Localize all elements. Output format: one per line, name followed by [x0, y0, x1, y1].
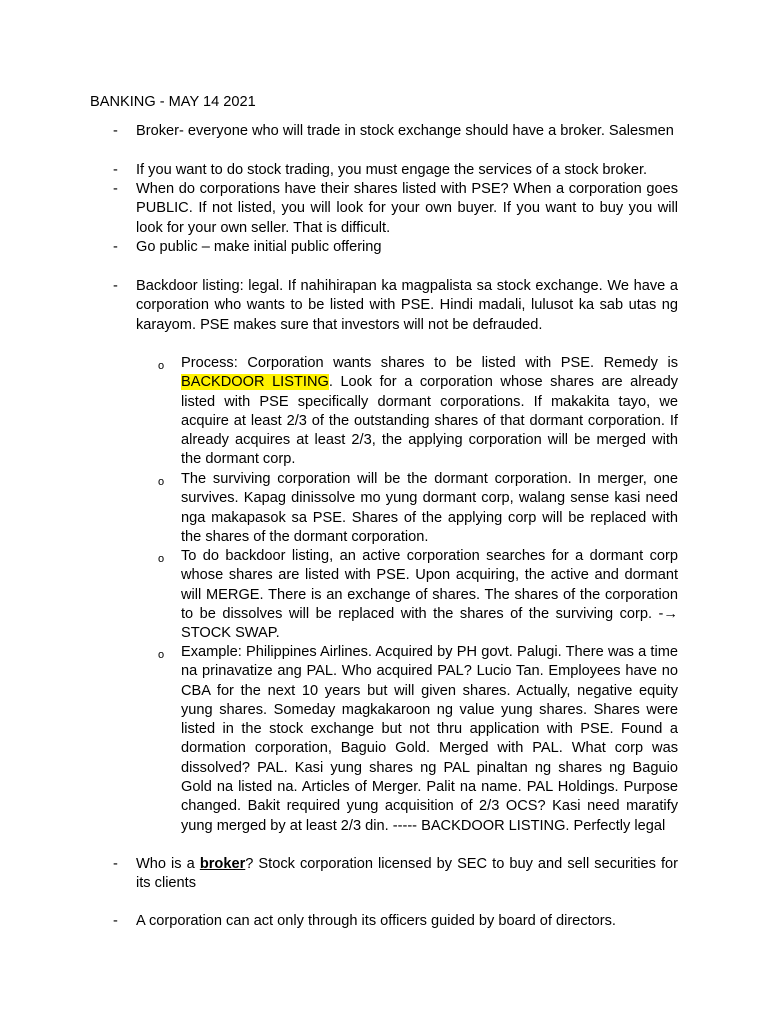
list-item-text: A corporation can act only through its officers guided by board of directors.	[136, 913, 616, 929]
dash-bullet: -	[113, 239, 118, 255]
list-item-text: If you want to do stock trading, you must engage the services of a stock broker.	[136, 162, 648, 178]
circle-bullet-icon: o	[158, 360, 165, 372]
dash-bullet: -	[113, 856, 118, 872]
circle-bullet-icon: o	[158, 553, 165, 565]
list-item-text: Backdoor listing: legal. If nahihirapan ka magpalista sa stock exchange. We have a corporation who wants to be listed with PSE. Hindi madali, lulusot ka sab utas ng karayom. PSE makes sure that investors will not be defrauded.	[136, 278, 678, 333]
dash-bullet: -	[113, 913, 118, 929]
broker-emphasis: broker	[199, 856, 246, 872]
dash-bullet: -	[113, 278, 118, 294]
circle-bullet-icon: o	[158, 476, 165, 488]
dash-bullet: -	[113, 162, 118, 178]
list-item-text: Broker- everyone who will trade in stock exchange should have a broker. Salesmen	[136, 123, 674, 139]
sub-list-item-text	[181, 354, 678, 470]
list-item-text: Go public – make initial public offering	[136, 239, 382, 255]
highlighted-text: BACKDOOR LISTING	[181, 374, 329, 391]
process-text-end: . Look for a corporation whose shares are already listed with PSE specifically dormant corporations. If makakita tayo, we acquire at least 2/3 of the outstanding shares of that dormant corporation. If already acquires at least 2/3, the applying corporation will be merged with the dormant corp.	[181, 374, 679, 468]
list-item-text	[136, 855, 678, 894]
process-text-start: Process: Corporation wants shares to be listed with PSE. Remedy is	[181, 355, 678, 371]
document-title: BANKING - MAY 14 2021	[90, 94, 256, 110]
dash-bullet: -	[113, 123, 118, 139]
sub-list-item-text: The surviving corporation will be the dormant corporation. In merger, one survives. Kapag dinissolve mo yung dormant corp, walang sense kasi need nga makapasok sa PSE. Shares of the applying corp will be replaced with the shares of the dormant corporation.	[181, 471, 678, 545]
sub-list-item-text: To do backdoor listing, an active corporation searches for a dormant corp whose shares are listed with PSE. Upon acquiring, the active and dormant will MERGE. There is an exchange of shares. The shares of the corporation to be dissolves will be replaced with the shares of the surviving corp. -→ STOCK SWAP.	[181, 548, 678, 642]
list-item-text: When do corporations have their shares listed with PSE? When a corporation goes PUBLIC. If not listed, you will look for your own buyer. If you want to buy you will look for your own seller. That is difficult.	[136, 181, 678, 236]
circle-bullet-icon: o	[158, 649, 165, 661]
broker-question-start: Who is a	[136, 856, 195, 872]
sub-list-item-text: Example: Philippines Airlines. Acquired by PH govt. Palugi. There was a time na prinavatize ang PAL. Who acquired PAL? Lucio Tan. Employees have no CBA for the next 10 years but will given shares. Actually, negative equity yung shares. Someday magkakaroon ng value yung shares. Shares were listed in the stock exchange but not thru application with PSE. Found a dormation corporation, Baguio Gold. Merged with PAL. What corp was dissolved? PAL. Kasi yung shares ng PAL pinaltan ng shares ng Baguio Gold na listed na. Articles of Merger. Palit na name. PAL Holdings. Purpose changed. Bakit required yung acquisition of 2/3 OCS? Kasi need maratify yung merged by at least 2/3 din. ----- BACKDOOR LISTING. Perfectly legal	[181, 644, 678, 834]
dash-bullet: -	[113, 181, 118, 197]
broker-question-end: ? Stock corporation licensed by SEC to buy and sell securities for its clients	[136, 856, 678, 892]
